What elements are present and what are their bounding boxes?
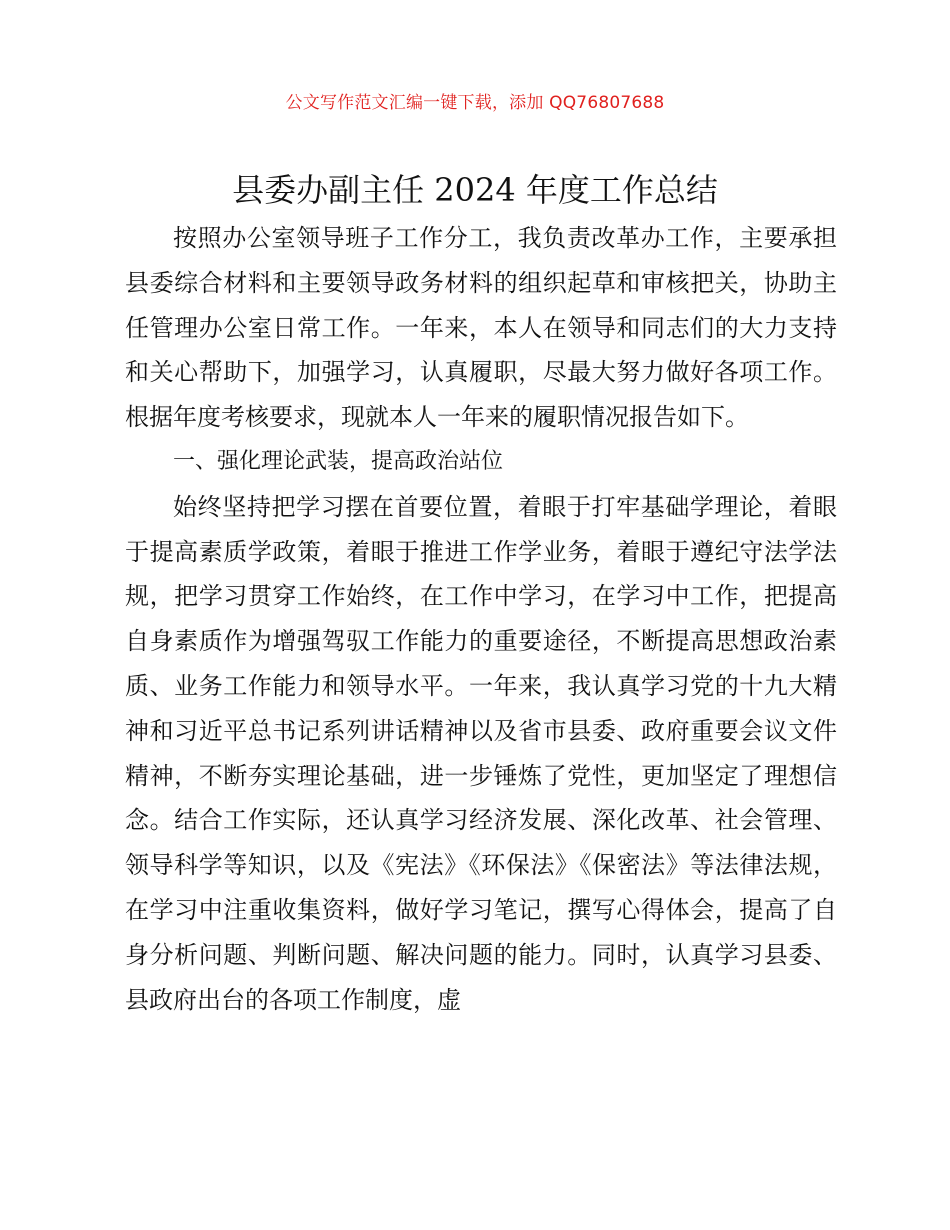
document-title: 县委办副主任 2024 年度工作总结 [232, 171, 718, 209]
intro-paragraph: 按照办公室领导班子工作分工，我负责改革办工作，主要承担县委综合材料和主要领导政务材料的组织起草和审核把关，协助主任管理办公室日常工作。一年来，本人在领导和同志们的大力支持和关心帮助下，加强学习，认真履职，尽最大努力做好各项工作。根据年度考核要求，现就本人一年来的履职情况报告如下。 [125, 224, 837, 432]
section-1-paragraph: 始终坚持把学习摆在首要位置，着眼于打牢基础学理论，着眼于提高素质学政策，着眼于推进工作学业务，着眼于遵纪守法学法规，把学习贯穿工作始终，在工作中学习，在学习中工作，把提高自身素质作为增强驾驭工作能力的重要途径，不断提高思想政治素质、业务工作能力和领导水平。一年来，我认真学习党的十九大精神和习近平总书记系列讲话精神以及省市县委、政府重要会议文件精神，不断夯实理论基础，进一步锤炼了党性，更加坚定了理想信念。结合工作实际，还认真学习经济发展、深化改革、社会管理、领导科学等知识，以及《宪法》《环保法》《保密法》等法律法规，在学习中注重收集资料，做好学习笔记，撰写心得体会，提高了自身分析问题、判断问题、解决问题的能力。同时，认真学习县委、县政府出台的各项工作制度，虚 [125, 492, 837, 1014]
section-1-heading: 一、强化理论武装，提高政治站位 [173, 448, 504, 474]
document-body [125, 216, 837, 1022]
download-note-header: 公文写作范文汇编一键下载，添加 QQ76807688 [285, 93, 665, 113]
